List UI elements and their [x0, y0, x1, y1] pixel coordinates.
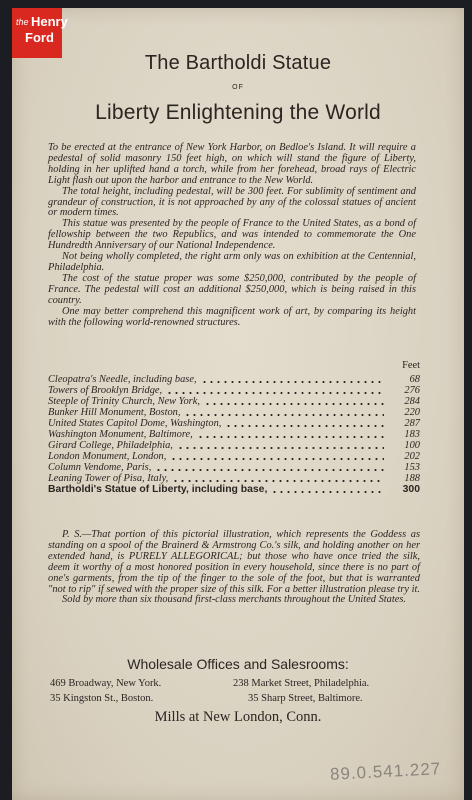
structure-name: Cleopatra's Needle, including base, — [48, 374, 197, 385]
body-paragraph: To be erected at the entrance of New York Harbor, on Bedloe's Island. It will require a pedestal of solid masonry 150 feet high, on which will stand the figure of Liberty, holding in her uplifted hand a torch, while from her forehead, broad rays of Electric Light flash out upon the harbor and entrance to the New World. — [48, 142, 416, 186]
leader-dots — [166, 392, 384, 394]
table-row — [48, 440, 420, 451]
leader-dots — [225, 425, 384, 427]
table-row — [48, 473, 420, 484]
structure-name: Bartholdi's Statue of Liberty, including base, — [48, 484, 268, 495]
title-of: OF — [232, 84, 244, 91]
table-row — [48, 407, 420, 418]
wholesale-heading: Wholesale Offices and Salesrooms: — [127, 656, 349, 672]
structure-height: 276 — [404, 385, 420, 396]
table-row — [48, 451, 420, 462]
structure-height: 183 — [404, 429, 420, 440]
structure-height: 188 — [404, 473, 420, 484]
document-page — [12, 8, 464, 800]
table-header-feet: Feet — [402, 360, 420, 371]
leader-dots — [271, 491, 384, 493]
postscript-paragraph: P. S.—That portion of this pictorial illustration, which represents the Goddess as standing on a spool of the Brainerd & Armstrong Co.'s silk, and holding another on her extended hand, is PURELY ALLEGORICAL; but those who have once tried the silk, deem it worthy of a most honored position in every household, since there is no part of one's garments, from the tip of the finger to the sole of the foot, but that is warranted "not to rip" if sewed with the proper size of this silk. For a better illustration please try it. — [48, 529, 421, 595]
structure-name: London Monument, London, — [48, 451, 167, 462]
structure-height: 284 — [404, 396, 420, 407]
leader-dots — [170, 458, 384, 460]
accession-number: 89.0.541.227 — [329, 759, 442, 784]
leader-dots — [201, 381, 384, 383]
structure-name: Washington Monument, Baltimore, — [48, 429, 193, 440]
table-row — [48, 396, 420, 407]
structure-name: Towers of Brooklyn Bridge, — [48, 385, 163, 396]
henry-ford-logo — [12, 8, 68, 58]
table-row — [48, 462, 420, 473]
address-new-york: 469 Broadway, New York. — [50, 678, 162, 689]
title-line-2: Liberty Enlightening the World — [95, 101, 381, 124]
logo-ford: Ford — [25, 30, 54, 45]
logo-the: the — [16, 17, 29, 27]
leader-dots — [184, 414, 384, 416]
structure-name: Bunker Hill Monument, Boston, — [48, 407, 181, 418]
logo-henry: Henry — [31, 14, 68, 29]
address-philadelphia: 238 Market Street, Philadelphia. — [233, 678, 370, 689]
table-row — [48, 418, 420, 429]
structure-height: 153 — [404, 462, 420, 473]
structure-height: 220 — [404, 407, 420, 418]
body-paragraph: One may better comprehend this magnificent work of art, by comparing its height with the following world-renowned structures. — [48, 305, 416, 328]
structure-name: Column Vendome, Paris, — [48, 462, 152, 473]
address-baltimore: 35 Sharp Street, Baltimore. — [248, 693, 363, 704]
table-row — [48, 385, 420, 396]
structure-name: United States Capitol Dome, Washington, — [48, 418, 222, 429]
mills-location: Mills at New London, Conn. — [154, 709, 322, 725]
structure-height: 68 — [409, 374, 420, 385]
leader-dots — [155, 469, 384, 471]
postscript-text — [48, 530, 420, 606]
structure-name: Leaning Tower of Pisa, Italy, — [48, 473, 169, 484]
structure-height: 202 — [404, 451, 420, 462]
structure-height: 287 — [404, 418, 420, 429]
title-line-1: The Bartholdi Statue — [144, 52, 332, 74]
structure-name: Girard College, Philadelphia, — [48, 440, 173, 451]
leader-dots — [177, 447, 384, 449]
table-row — [48, 374, 420, 385]
table-row — [48, 429, 420, 440]
postscript-paragraph: Sold by more than six thousand first-class merchants throughout the United States. — [62, 594, 407, 606]
table-row-highlight — [48, 484, 420, 495]
structure-name: Steeple of Trinity Church, New York, — [48, 396, 200, 407]
body-paragraph: Not being wholly completed, the right arm only was on exhibition at the Centennial, Philadelphia. — [48, 251, 416, 273]
structure-height: 100 — [404, 440, 420, 451]
leader-dots — [197, 436, 384, 438]
address-boston: 35 Kingston St., Boston. — [50, 693, 154, 704]
leader-dots — [172, 480, 384, 482]
body-text — [48, 143, 416, 328]
body-paragraph: The total height, including pedestal, will be 300 feet. For sublimity of sentiment and grandeur of construction, it is not approached by any of the colossal statues of ancient or modern times. — [48, 185, 416, 219]
body-paragraph: The cost of the statue proper was some $250,000, contributed by the people of France. The pedestal will cost an additional $250,000, which is being raised in this country. — [48, 272, 416, 306]
leader-dots — [204, 403, 384, 405]
body-paragraph: This statue was presented by the people of France to the United States, as a bond of fellowship between the two Republics, and was intended to commemorate the One Hundredth Anniversary of our National Independence. — [48, 218, 416, 252]
structure-height: 300 — [402, 484, 420, 495]
